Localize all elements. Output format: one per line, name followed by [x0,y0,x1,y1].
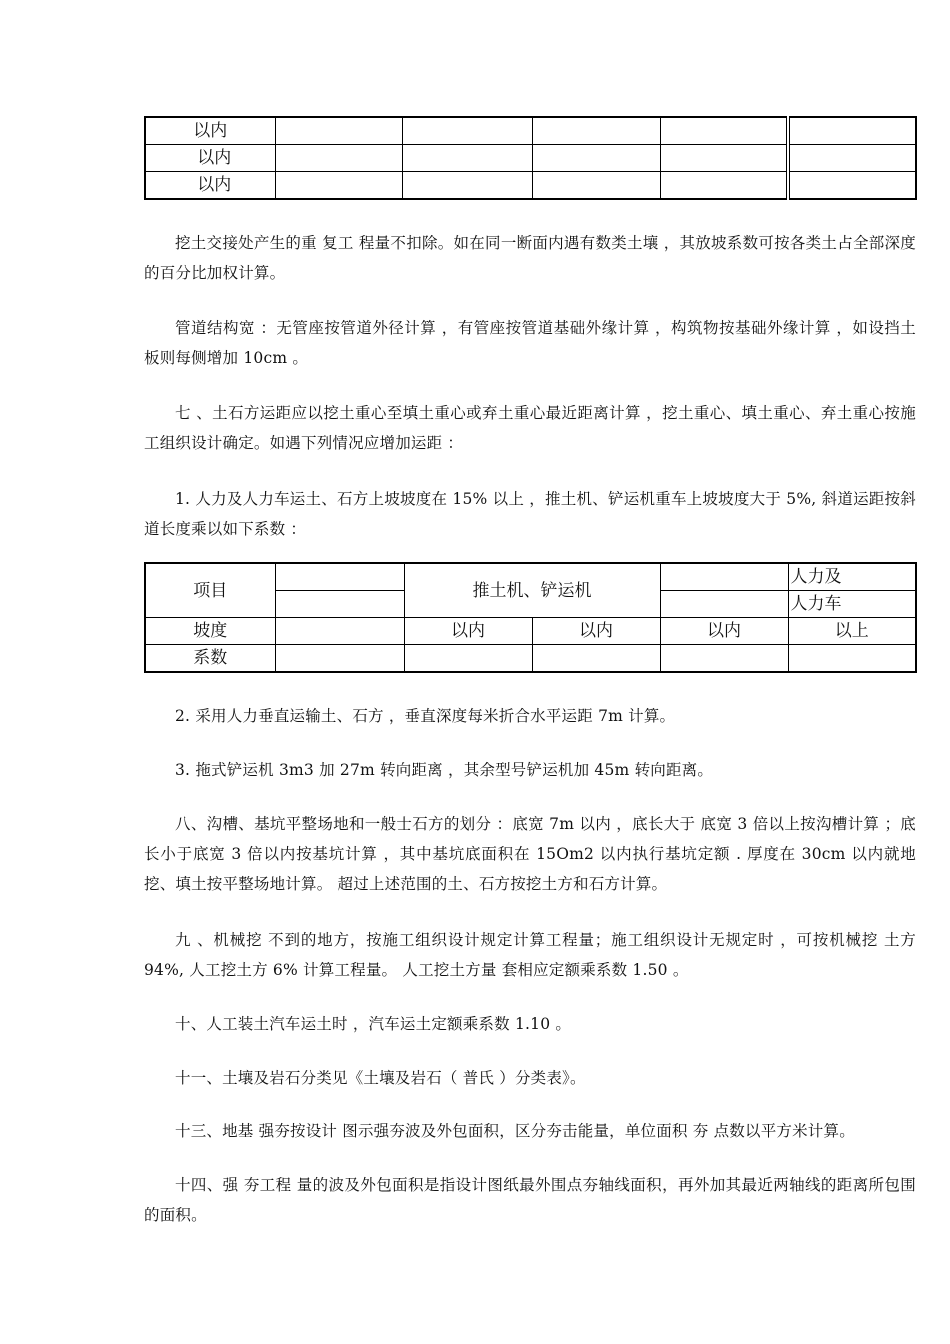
table-cell [660,172,788,200]
table-cell [275,563,404,591]
table-cell [275,618,404,645]
paragraph: 十一、土壤及岩石分类见《土壤及岩石（ 普氏 ）分类表》。 [175,1069,586,1087]
table-cell [788,172,916,200]
paragraph: 九 、机械挖 不到的地方，按施工组织设计规定计算工程量；施工组织设计无规定时 ，可按机械挖 土方 94%, 人工挖土方 6% 计算工程量。 人工挖土方量 套相应定额乘系数 1.50 。 [144,931,916,979]
table-cell [660,563,788,591]
table-depth [144,116,917,200]
table-cell [275,145,402,172]
paragraph: 十、人工装土汽车运土时 ，汽车运土定额乘系数 1.10 。 [175,1015,572,1033]
table-cell: 以内 [404,618,532,645]
table-cell [532,145,660,172]
table-cell [404,645,532,673]
table-cell [660,145,788,172]
paragraph: 3. 拖式铲运机 3m3 加 27m 转向距离 ，其余型号铲运机加 45m 转向距离。 [175,761,714,779]
table-cell [275,117,402,145]
table-cell [660,117,788,145]
table-cell [532,645,660,673]
table-cell [788,645,916,673]
table-row [145,145,916,172]
table-cell [275,172,402,200]
paragraph: 挖土交接处产生的重 复工 程量不扣除。如在同一断面内遇有数类土壤 ，其放坡系数可按各类土占全部深度的百分比加权计算。 [144,234,916,282]
table-cell: 以内 [660,618,788,645]
table-row [145,117,916,145]
paragraph: 十三、地基 强夯按设计 图示强夯波及外包面积，区分夯击能量，单位面积 夯 点数以平方米计算。 [175,1122,855,1140]
table-row [145,563,916,591]
table-cell: 以上 [788,618,916,645]
header-manual-line2: 人力车 [788,591,916,618]
table-row [145,645,916,673]
table-row [145,172,916,200]
paragraph: 十四、强 夯工程 量的波及外包面积是指设计图纸最外围点夯轴线面积，再外加其最近两轴线的距离所包围的面积。 [144,1176,916,1224]
table-slope-coefficient [144,562,917,673]
table-cell [402,145,532,172]
table-cell [788,117,916,145]
table-cell: 以内 [145,145,275,172]
table-cell [660,645,788,673]
table-cell [660,591,788,618]
header-manual-line1: 人力及 [788,563,916,591]
table-row [145,618,916,645]
table-cell: 以内 [145,117,275,145]
coefficient-label: 系数 [145,645,275,673]
table-cell: 以内 [145,172,275,200]
paragraph: 2. 采用人力垂直运输土、石方 ，垂直深度每米折合水平运距 7m 计算。 [175,707,676,725]
header-project: 项目 [145,563,275,618]
table-cell [532,117,660,145]
paragraph: 七 、土石方运距应以挖土重心至填土重心或弃土重心最近距离计算 ，挖土重心、填土重心、弃土重心按施工组织设计确定。如遇下列情况应增加运距 ： [144,404,916,452]
paragraph: 管道结构宽 ：无管座按管道外径计算 ，有管座按管道基础外缘计算 ，构筑物按基础外缘计算 ，如设挡土板则每侧增加 10cm 。 [144,319,916,367]
table-cell [402,172,532,200]
table-cell [275,591,404,618]
table-cell [788,145,916,172]
slope-label: 坡度 [145,618,275,645]
table-cell [532,172,660,200]
paragraph: 1. 人力及人力车运土、石方上坡坡度在 15% 以上 ，推土机、铲运机重车上坡坡度大于 5%, 斜道运距按斜道长度乘以如下系数 ： [144,490,916,538]
table-cell: 以内 [532,618,660,645]
table-cell [275,645,404,673]
table-cell [402,117,532,145]
paragraph: 八、沟槽、基坑平整场地和一般士石方的划分 ：底宽 7m 以内 ，底长大于 底宽 3 倍以上按沟槽计算 ；底长小于底宽 3 倍以内按基坑计算 ，其中基坑底面积在 15Om2 以内执行基坑定额 . 厚度在 30cm 以内就地挖、填土按平整场地计算。 超过上述范围的土、石方按挖土方和石方计算。 [144,815,916,893]
header-bulldozer: 推土机、铲运机 [404,563,660,618]
